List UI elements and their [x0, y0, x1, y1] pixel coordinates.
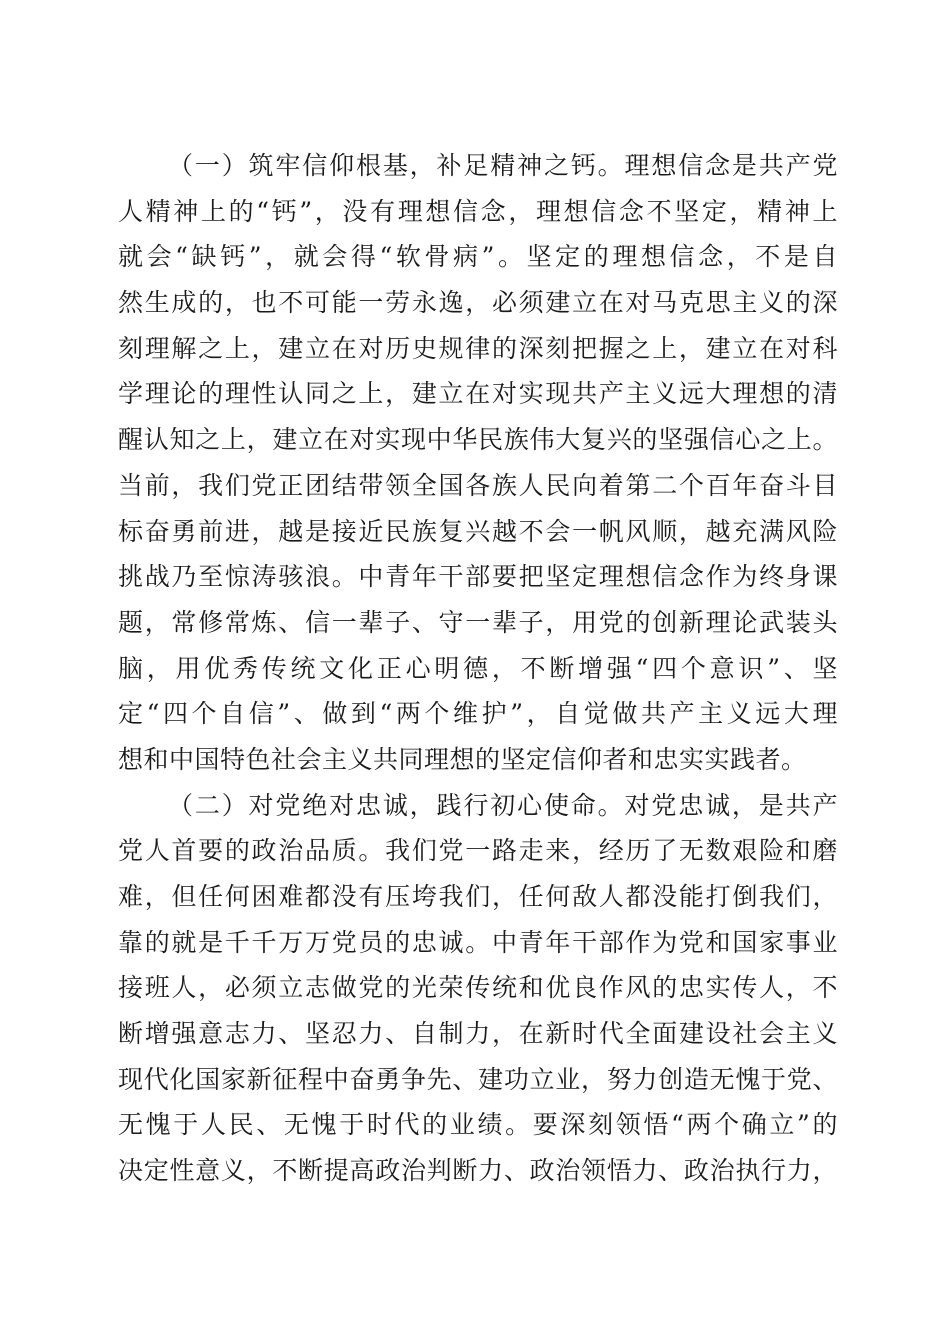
paragraph-line: 接班人，必须立志做党的光荣传统和优良作风的忠实传人，不	[118, 973, 838, 1003]
paragraph-line: 题，常修常炼、信一辈子、守一辈子，用党的创新理论武装头	[118, 607, 838, 637]
paragraph-1	[118, 143, 838, 783]
paragraph-line: 学理论的理性认同之上，建立在对实现共产主义远大理想的清	[118, 379, 838, 409]
paragraph-line: 标奋勇前进，越是接近民族复兴越不会一帆风顺，越充满风险	[118, 516, 838, 546]
paragraph-line: 就会“缺钙”，就会得“软骨病”。坚定的理想信念，不是自	[118, 242, 838, 272]
paragraph-line: 靠的就是千千万万党员的忠诚。中青年干部作为党和国家事业	[118, 927, 838, 957]
paragraph-line: （二）对党绝对忠诚，践行初心使命。对党忠诚，是共产	[168, 790, 838, 820]
paragraph-line: 脑，用优秀传统文化正心明德，不断增强“四个意识”、坚	[118, 653, 838, 683]
document-body	[118, 143, 838, 1194]
paragraph-line: 难，但任何困难都没有压垮我们，任何敌人都没能打倒我们，	[118, 882, 838, 911]
paragraph-line: （一）筑牢信仰根基，补足精神之钙。理想信念是共产党	[168, 151, 838, 180]
paragraph-2	[118, 783, 838, 1194]
paragraph-line: 挑战乃至惊涛骇浪。中青年干部要把坚定理想信念作为终身课	[118, 562, 838, 592]
paragraph-line: 断增强意志力、坚忍力、自制力，在新时代全面建设社会主义	[118, 1019, 838, 1049]
paragraph-line: 当前，我们党正团结带领全国各族人民向着第二个百年奋斗目	[118, 470, 838, 500]
paragraph-line: 现代化国家新征程中奋勇争先、建功立业，努力创造无愧于党、	[118, 1064, 838, 1094]
paragraph-line: 党人首要的政治品质。我们党一路走来，经历了无数艰险和磨	[118, 836, 838, 866]
paragraph-line: 无愧于人民、无愧于时代的业绩。要深刻领悟“两个确立”的	[118, 1110, 838, 1140]
paragraph-line: 想和中国特色社会主义共同理想的坚定信仰者和忠实实践者。	[118, 744, 807, 774]
paragraph-line: 然生成的，也不可能一劳永逸，必须建立在对马克思主义的深	[118, 288, 838, 318]
paragraph-line: 定“四个自信”、做到“两个维护”，自觉做共产主义远大理	[118, 699, 838, 729]
paragraph-line: 醒认知之上，建立在对实现中华民族伟大复兴的坚强信心之上。	[118, 425, 838, 455]
paragraph-line: 决定性意义，不断提高政治判断力、政治领悟力、政治执行力，	[118, 1156, 838, 1186]
paragraph-line: 人精神上的“钙”，没有理想信念，理想信念不坚定，精神上	[118, 196, 838, 226]
paragraph-line: 刻理解之上，建立在对历史规律的深刻把握之上，建立在对科	[118, 333, 838, 363]
